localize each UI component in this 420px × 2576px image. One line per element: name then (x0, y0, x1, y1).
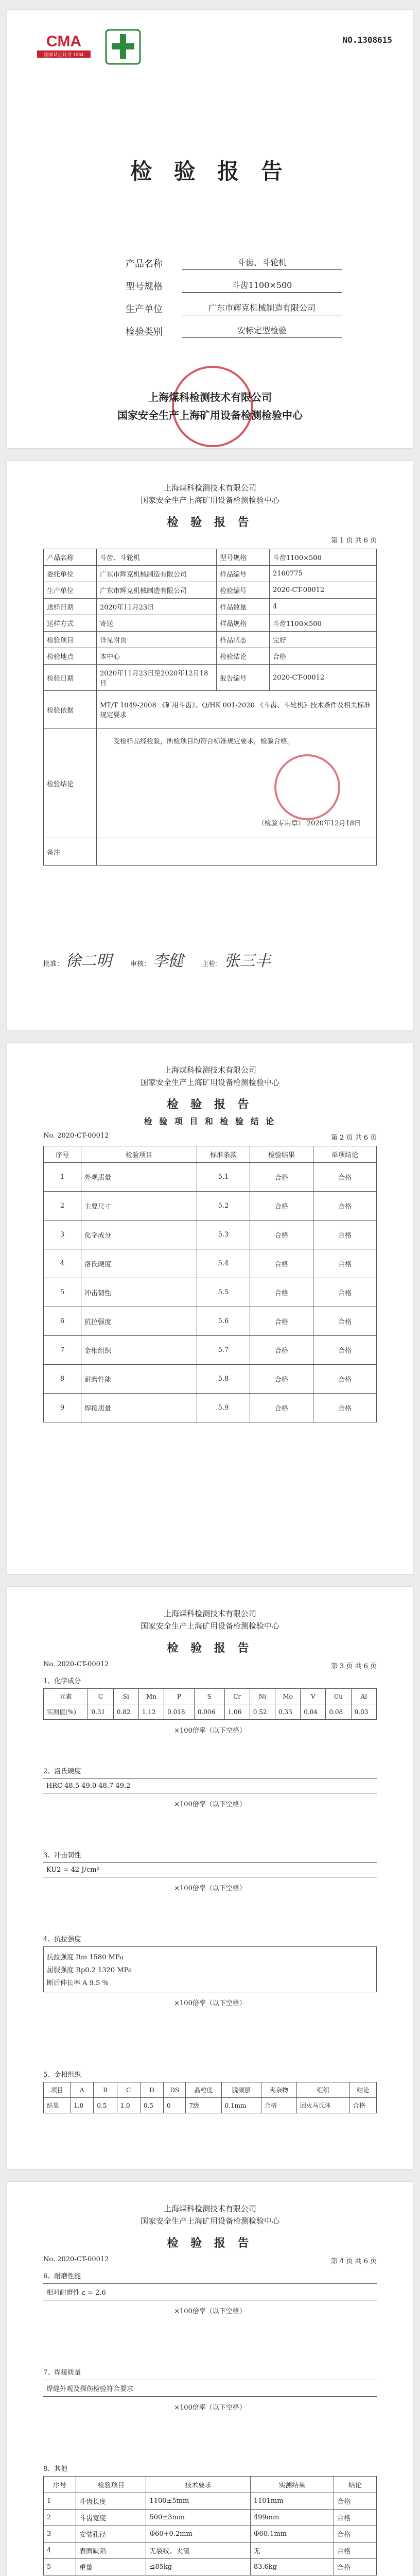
cell-label: 检验结论 (217, 648, 270, 665)
org-header (7, 1064, 413, 1089)
cell-value: 2020-CT-00012 (270, 665, 377, 691)
page-info (7, 535, 413, 545)
col-header: 检验项目 (81, 1146, 197, 1163)
org-name-2: 国家安全生产上海矿用设备检测检验中心 (140, 2216, 279, 2226)
table-row: 结果 1.0 0.5 1.0 0.5 0 7级 0.1mm 合格 回火马氏体 合格 (44, 2098, 377, 2113)
cell-value: 2020年11月23日 (97, 599, 217, 615)
table-row (44, 838, 377, 866)
cell-value: 斗齿、斗轮机 (97, 549, 217, 566)
table-row: 9 焊接质量 5.9 合格 合格 (44, 1394, 377, 1422)
field-label: 检验类别 (126, 327, 163, 337)
table-row (44, 582, 377, 599)
table-row: 3 安装孔径 Φ60+0.2mm Φ60.1mm 合格 (44, 2526, 377, 2543)
col-header: 单项结论 (313, 1146, 377, 1163)
cell-value: 详见附页 (97, 632, 217, 648)
signature-approve: 批准： 徐二明 (43, 952, 112, 970)
cover-page (7, 10, 413, 448)
table-header (44, 1146, 377, 1163)
cell-label: 样品编号 (217, 566, 270, 582)
page-info (7, 1660, 413, 1670)
report-no: No. 2020-CT-00012 (43, 1132, 109, 1140)
cell-label: 检验编号 (217, 582, 270, 599)
page-number: 第 1 页 共 6 页 (330, 537, 377, 545)
svg-text:CMA: CMA (46, 33, 82, 50)
remark-value (97, 838, 377, 866)
page-number: 第 3 页 共 6 页 (330, 1663, 377, 1670)
conclusion-cell (97, 728, 377, 838)
section-heading: 6、耐磨性能 (43, 2273, 81, 2280)
wear-line: 相对耐磨性 ε = 2.6 (43, 2283, 377, 2300)
note: ×100倍率（以下空格） (174, 1885, 246, 1892)
page-subtitle: 检 验 项 目 和 检 验 结 论 (144, 1116, 276, 1126)
cell-label: 样品状态 (217, 632, 270, 648)
table-row (44, 549, 377, 566)
page-title: 检 验 报 告 (167, 516, 253, 529)
table-row: 5 冲击韧性 5.5 合格 合格 (44, 1278, 377, 1307)
note: ×100倍率（以下空格） (174, 2404, 246, 2412)
cell-value: 本中心 (97, 648, 217, 665)
other-table (43, 2476, 377, 2575)
report-page-1 (7, 461, 413, 1030)
conclusion-text: 受检样品经检验，所检项目均符合标准规定要求，检验合格。 (113, 738, 294, 745)
note: ×100倍率（以下空格） (174, 1999, 246, 2007)
cell-value: 广东市辉克机械制造有限公司 (97, 582, 217, 599)
field-value: 斗齿、斗轮机 (182, 256, 342, 270)
table-row: 8 耐磨性能 5.8 合格 合格 (44, 1365, 377, 1394)
tensile-line: 屈服强度 Rp0.2 1320 MPa (47, 1967, 132, 1974)
cell-value: 合格 (270, 648, 377, 665)
table-row (44, 665, 377, 691)
org-name-1: 上海煤科检测技术有限公司 (163, 1609, 256, 1618)
page-number: 第 4 页 共 6 页 (330, 2258, 377, 2265)
org-name-1: 上海煤科检测技术有限公司 (163, 2204, 256, 2213)
impact-line: KU2 = 42 J/cm² (43, 1862, 377, 1877)
conclusion-stamp (274, 754, 340, 820)
col-header: 检验结果 (250, 1146, 313, 1163)
tensile-line: 抗拉强度 Rm 1580 MPa (47, 1954, 124, 1961)
table-row (44, 632, 377, 648)
org-name-1: 上海煤科检测技术有限公司 (163, 1065, 256, 1075)
field-value: 安标定型检验 (182, 324, 342, 338)
metallography-table (43, 2082, 377, 2113)
org-name-2: 国家安全生产上海矿用设备检测检验中心 (140, 1078, 279, 1087)
field-label: 型号规格 (126, 281, 163, 292)
cell-value: 2020年11月23日至2020年12月18日 (97, 665, 217, 691)
section-heading: 5、金相组织 (43, 2071, 81, 2079)
cover-field-row (126, 293, 342, 315)
page-number: 第 2 页 共 6 页 (330, 1134, 377, 1142)
note: ×100倍率（以下空格） (174, 1727, 246, 1735)
cell-value: 斗齿1100×500 (270, 549, 377, 566)
cell-label: 样品数量 (217, 599, 270, 615)
cover-field-row (126, 270, 342, 293)
table-header: 元素 C Si Mn P S Cr Ni Mo V Cu Al (44, 1689, 377, 1704)
conclusion-label: 检验结论 (44, 728, 97, 838)
signature-approve-name: 徐二明 (65, 952, 112, 970)
table-row: 5 重量 ≤85kg 83.6kg 合格 (44, 2559, 377, 2575)
cover-field-row (126, 247, 342, 270)
section-heading: 7、焊接质量 (43, 2369, 81, 2377)
page-title: 检 验 报 告 (167, 1098, 253, 1111)
cover-org-2: 国家安全生产上海矿用设备检测检验中心 (117, 409, 303, 421)
weld-line: 焊缝外观及探伤检验符合要求 (43, 2380, 377, 2397)
page-info (7, 2256, 413, 2265)
cell-label: 检验地点 (44, 648, 97, 665)
safety-mark-logo (105, 29, 141, 65)
report-number: NO.1308615 (342, 35, 392, 45)
tensile-line: 断后伸长率 A 9.5 % (47, 1979, 109, 1987)
conclusion-date: （检验专用章） 2020年12月18日 (257, 820, 361, 827)
cell-value: 2160775 (270, 566, 377, 582)
signature-review: 审核： 李健 (130, 952, 184, 970)
cell-value: 寄送 (97, 615, 217, 632)
cell-value: 广东市辉克机械制造有限公司 (97, 566, 217, 582)
basis-label: 检验依据 (44, 691, 97, 728)
col-header: 标准条款 (197, 1146, 250, 1163)
chem-table (43, 1688, 377, 1720)
cover-stamp (172, 366, 253, 447)
table-row: 2 斗齿宽度 500±3mm 499mm 合格 (44, 2510, 377, 2526)
report-no: No. 2020-CT-00012 (43, 2256, 109, 2263)
section-heading: 3、冲击韧性 (43, 1852, 81, 1859)
col-header: 序号 (44, 1146, 81, 1163)
org-name-2: 国家安全生产上海矿用设备检测检验中心 (140, 496, 279, 505)
cover-title: 检 验 报 告 (130, 159, 290, 184)
detail-body (43, 1675, 377, 2113)
table-header: 项目 A B C D DS 晶粒度 脱碳层 夹杂物 组织 结论 (44, 2082, 377, 2098)
cell-label: 样品规格 (217, 615, 270, 632)
table-row: 6 抗拉强度 5.6 合格 合格 (44, 1307, 377, 1336)
table-row: 4 表面缺陷 无裂纹、夹渣 无 合格 (44, 2543, 377, 2559)
cell-value: 斗齿1100×500 (270, 615, 377, 632)
section-heading: 4、抗拉强度 (43, 1936, 81, 1943)
field-label: 生产单位 (126, 304, 163, 315)
field-value: 斗齿1100×500 (182, 279, 342, 293)
table-row (44, 599, 377, 615)
items-table (43, 1146, 377, 1422)
cell-label: 检验日期 (44, 665, 97, 691)
report-page-3 (7, 1587, 413, 2169)
signature-inspect: 主检： 张三丰 (202, 952, 271, 970)
report-page-4 (7, 2182, 413, 2576)
page-info (7, 1132, 413, 1142)
field-label: 产品名称 (126, 259, 163, 269)
cell-label: 送样日期 (44, 599, 97, 615)
cell-label: 报告编号 (217, 665, 270, 691)
note: ×100倍率（以下空格） (174, 1801, 246, 1808)
table-row: 7 金相组织 5.7 合格 合格 (44, 1336, 377, 1365)
table-row: 1 斗齿长度 1100±5mm 1101mm 合格 (44, 2493, 377, 2510)
field-value: 广东市辉克机械制造有限公司 (182, 301, 342, 315)
cell-value: 4 (270, 599, 377, 615)
tensile-box (43, 1946, 377, 1992)
org-header (7, 482, 413, 506)
cell-label: 生产单位 (44, 582, 97, 599)
table-row: 4 洛氏硬度 5.4 合格 合格 (44, 1249, 377, 1278)
note: ×100倍率（以下空格） (174, 2308, 246, 2315)
remark-label: 备注 (44, 838, 97, 866)
table-row: 实测值(%) 0.31 0.82 1.12 0.018 0.006 1.06 0.52 0.33 0.04 0.08 0.03 (44, 1704, 377, 1720)
cma-logo (33, 30, 95, 61)
table-row (44, 648, 377, 665)
cell-label: 检验项目 (44, 632, 97, 648)
org-name-1: 上海煤科检测技术有限公司 (163, 483, 256, 493)
table-row: 1 外观质量 5.1 合格 合格 (44, 1163, 377, 1192)
section-heading: 2、洛氏硬度 (43, 1768, 81, 1775)
detail-body (43, 2270, 377, 2575)
page-title: 检 验 报 告 (167, 1641, 253, 1655)
table-row (44, 566, 377, 582)
table-row: 3 化学成分 5.3 合格 合格 (44, 1221, 377, 1249)
signature-inspect-name: 张三丰 (224, 952, 271, 970)
table-row (44, 691, 377, 728)
org-header (7, 1607, 413, 1632)
cell-label: 委托单位 (44, 566, 97, 582)
cell-label: 产品名称 (44, 549, 97, 566)
report-page-2 (7, 1043, 413, 1574)
basis-text: MT/T 1049-2008 《矿用斗齿》、Q/HK 001-2020 《斗齿、斗轮机》技术条件及相关标准规定要求 (97, 691, 377, 728)
section-heading: 1、化学成分 (43, 1677, 81, 1685)
page-title: 检 验 报 告 (167, 2236, 253, 2250)
table-row: 2 主要尺寸 5.2 合格 合格 (44, 1192, 377, 1221)
cover-org-1: 上海煤科检测技术有限公司 (148, 391, 272, 403)
report-no: No. 2020-CT-00012 (43, 1660, 109, 1668)
signature-row (43, 948, 270, 971)
cover-field-row (126, 315, 342, 338)
cell-label: 送样方式 (44, 615, 97, 632)
table-header: 序号 检验项目 技术要求 实测结果 结论 (44, 2477, 377, 2493)
cma-sub: 国家认证认可 1234 (44, 52, 84, 57)
cell-value: 2020-CT-00012 (270, 582, 377, 599)
table-row (44, 728, 377, 838)
section-heading: 8、其他 (43, 2465, 68, 2473)
cell-value: 完好 (270, 632, 377, 648)
table-row (44, 615, 377, 632)
cover-fields (126, 247, 342, 338)
cell-label: 型号规格 (217, 549, 270, 566)
org-name-2: 国家安全生产上海矿用设备检测检验中心 (140, 1621, 279, 1631)
signature-review-name: 李健 (152, 952, 184, 970)
org-header (7, 2202, 413, 2227)
hardness-line: HRC 48.5 49.0 48.7 49.2 (43, 1778, 377, 1793)
basic-info-table (43, 549, 377, 866)
